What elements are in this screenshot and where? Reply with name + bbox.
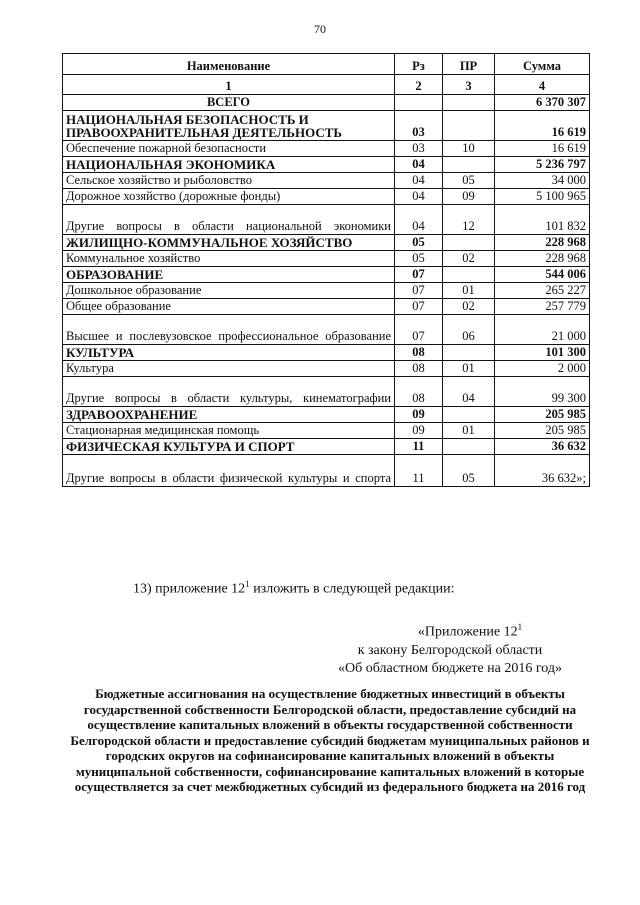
row-sum: 36 632	[495, 439, 590, 455]
row-sum: 5 236 797	[495, 157, 590, 173]
row-name: Сельское хозяйство и рыболовство	[63, 173, 395, 189]
instruction-text-start: 13) приложение 12	[133, 581, 246, 597]
row-sum: 205 985	[495, 407, 590, 423]
row-sum: 544 006	[495, 267, 590, 283]
table-row	[63, 95, 590, 111]
row-rz: 04	[395, 205, 443, 235]
row-sum: 36 632»;	[495, 455, 590, 487]
column-index-row	[63, 75, 590, 95]
row-sum: 101 832	[495, 205, 590, 235]
budget-table-body	[63, 95, 590, 487]
row-rz: 03	[395, 111, 443, 141]
table-header-row	[63, 54, 590, 75]
header-sum: Сумма	[495, 54, 590, 75]
table-row	[63, 251, 590, 267]
row-rz: 11	[395, 439, 443, 455]
table-row	[63, 235, 590, 251]
row-rz: 09	[395, 423, 443, 439]
table-row	[63, 455, 590, 487]
index-4: 4	[495, 75, 590, 95]
row-sum: 5 100 965	[495, 189, 590, 205]
row-rz	[395, 95, 443, 111]
header-pr: ПР	[443, 54, 495, 75]
row-name: Высшее и послевузовское профессиональное образование	[63, 315, 395, 345]
appendix-title-superscript: 1	[517, 622, 523, 632]
row-rz: 07	[395, 299, 443, 315]
row-pr: 02	[443, 299, 495, 315]
row-pr: 09	[443, 189, 495, 205]
row-pr	[443, 111, 495, 141]
row-pr	[443, 235, 495, 251]
row-name: ФИЗИЧЕСКАЯ КУЛЬТУРА И СПОРТ	[63, 439, 395, 455]
table-row	[63, 205, 590, 235]
table-row	[63, 111, 590, 141]
row-sum: 16 619	[495, 141, 590, 157]
index-2: 2	[395, 75, 443, 95]
row-pr: 01	[443, 423, 495, 439]
row-name: Стационарная медицинская помощь	[63, 423, 395, 439]
table-row	[63, 299, 590, 315]
row-rz: 07	[395, 283, 443, 299]
budget-table	[62, 53, 590, 487]
row-pr: 10	[443, 141, 495, 157]
appendix-title	[300, 618, 600, 642]
table-row	[63, 189, 590, 205]
row-rz: 04	[395, 173, 443, 189]
row-sum: 205 985	[495, 423, 590, 439]
index-1: 1	[63, 75, 395, 95]
row-sum: 2 000	[495, 361, 590, 377]
row-name: ЖИЛИЩНО-КОММУНАЛЬНОЕ ХОЗЯЙСТВО	[63, 235, 395, 251]
row-rz: 09	[395, 407, 443, 423]
row-pr: 01	[443, 283, 495, 299]
page-number: 70	[314, 22, 326, 36]
row-pr	[443, 95, 495, 111]
row-sum: 34 000	[495, 173, 590, 189]
row-rz: 05	[395, 235, 443, 251]
table-row	[63, 173, 590, 189]
row-sum: 6 370 307	[495, 95, 590, 111]
row-name: ВСЕГО	[63, 95, 395, 111]
table-row	[63, 283, 590, 299]
row-sum: 228 968	[495, 235, 590, 251]
row-rz: 08	[395, 377, 443, 407]
table-row	[63, 345, 590, 361]
row-name: Общее образование	[63, 299, 395, 315]
row-name: Другие вопросы в области культуры, кинематографии	[63, 377, 395, 407]
table-row	[63, 157, 590, 173]
row-rz: 07	[395, 267, 443, 283]
appendix-law-line: к закону Белгородской области	[357, 642, 543, 658]
row-name: Другие вопросы в области национальной экономики	[63, 205, 395, 235]
header-name: Наименование	[63, 54, 395, 75]
row-name: КУЛЬТУРА	[63, 345, 395, 361]
table-row	[63, 377, 590, 407]
row-rz: 08	[395, 345, 443, 361]
document-heading: Бюджетные ассигнования на осуществление бюджетных инвестиций в объекты государственной собственности Белгородской области, предоставление субсидий на осуществление капитальных вложений в объекты государственной собственности Белгородской области и предоставление субсидий бюджетам муниципальных районов и городских округов на софинансирование капитальных вложений в объекты муниципальной собственности, софинансирование капитальных вложений в которые осуществляется за счет межбюджетных субсидий из федерального бюджета на 2016 год	[70, 686, 590, 794]
row-pr	[443, 345, 495, 361]
row-pr: 05	[443, 173, 495, 189]
row-pr	[443, 267, 495, 283]
header-rz: Рз	[395, 54, 443, 75]
row-sum: 101 300	[495, 345, 590, 361]
row-rz: 11	[395, 455, 443, 487]
appendix-header	[300, 618, 600, 678]
row-sum: 228 968	[495, 251, 590, 267]
row-pr	[443, 407, 495, 423]
row-name: Культура	[63, 361, 395, 377]
row-rz: 05	[395, 251, 443, 267]
row-name: ОБРАЗОВАНИЕ	[63, 267, 395, 283]
row-rz: 08	[395, 361, 443, 377]
row-pr: 06	[443, 315, 495, 345]
table-row	[63, 141, 590, 157]
row-pr: 12	[443, 205, 495, 235]
row-sum: 99 300	[495, 377, 590, 407]
row-sum: 16 619	[495, 111, 590, 141]
amendment-instruction	[133, 579, 454, 598]
instruction-superscript: 1	[245, 579, 250, 589]
row-name: НАЦИОНАЛЬНАЯ ЭКОНОМИКА	[63, 157, 395, 173]
table-row	[63, 407, 590, 423]
table-row	[63, 267, 590, 283]
row-name: Дошкольное образование	[63, 283, 395, 299]
row-rz: 03	[395, 141, 443, 157]
row-name: ЗДРАВООХРАНЕНИЕ	[63, 407, 395, 423]
row-rz: 04	[395, 157, 443, 173]
row-name: Обеспечение пожарной безопасности	[63, 141, 395, 157]
row-pr: 01	[443, 361, 495, 377]
row-name: Коммунальное хозяйство	[63, 251, 395, 267]
row-pr: 04	[443, 377, 495, 407]
appendix-title-text: «Приложение 12	[417, 624, 518, 640]
table-row	[63, 315, 590, 345]
row-rz: 04	[395, 189, 443, 205]
row-sum: 21 000	[495, 315, 590, 345]
row-sum: 265 227	[495, 283, 590, 299]
row-name: Дорожное хозяйство (дорожные фонды)	[63, 189, 395, 205]
row-name: Другие вопросы в области физической культуры и спорта	[63, 455, 395, 487]
index-3: 3	[443, 75, 495, 95]
appendix-budget-line: «Об областном бюджете на 2016 год»	[338, 660, 562, 676]
instruction-text-end: изложить в следующей редакции:	[249, 581, 455, 597]
table-row	[63, 361, 590, 377]
table-row	[63, 439, 590, 455]
row-name: НАЦИОНАЛЬНАЯ БЕЗОПАСНОСТЬ И ПРАВООХРАНИТЕЛЬНАЯ ДЕЯТЕЛЬНОСТЬ	[63, 111, 395, 141]
table-row	[63, 423, 590, 439]
row-rz: 07	[395, 315, 443, 345]
row-pr: 02	[443, 251, 495, 267]
row-pr	[443, 157, 495, 173]
row-pr: 05	[443, 455, 495, 487]
row-pr	[443, 439, 495, 455]
row-sum: 257 779	[495, 299, 590, 315]
